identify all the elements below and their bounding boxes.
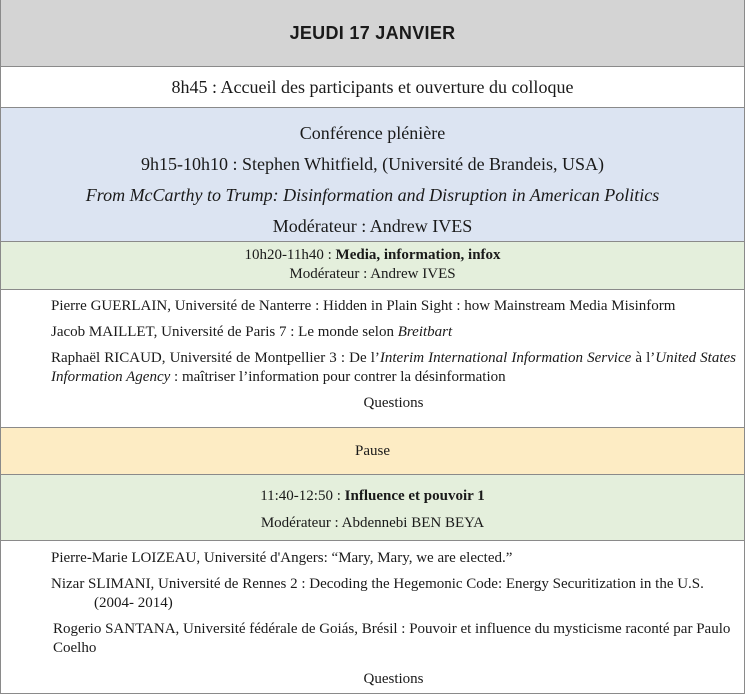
plenary-section <box>1 107 744 241</box>
talk-italic: Interim International Information Service <box>379 350 632 366</box>
session2-heading <box>1 483 744 510</box>
welcome-text: 8h45 : Accueil des participants et ouverture du colloque <box>171 76 574 97</box>
plenary-speaker: 9h15-10h10 : Stephen Whitfield, (Université de Brandeis, USA) <box>140 154 605 174</box>
plenary-talk-title <box>1 180 744 211</box>
session1-talks <box>1 289 744 427</box>
talk-item: Rogerio SANTANA, Université fédérale de Goiás, Brésil : Pouvoir et influence du mysticisme raconté par Paulo Coelho <box>53 621 731 656</box>
talk-italic: Breitbart <box>397 324 453 340</box>
session1-header <box>1 241 744 289</box>
session1-moderator: Modérateur : Andrew IVES <box>289 266 456 282</box>
session1-heading <box>1 246 744 265</box>
day-title: JEUDI 17 JANVIER <box>289 22 456 43</box>
talk-italic: United States Information Agency <box>51 350 737 385</box>
talk-text: à l’ <box>631 350 656 366</box>
talk-item <box>51 323 736 342</box>
plenary-title: Conférence plénière <box>299 123 446 143</box>
session1-time: 10h20-11h40 : <box>244 247 336 263</box>
session2-header <box>1 474 744 540</box>
talk-item: Nizar SLIMANI, Université de Rennes 2 : Decoding the Hegemonic Code: Energy Securitization in the U.S. (2004- 2014) <box>51 576 704 611</box>
session1-title: Media, information, infox <box>335 247 501 263</box>
session1-questions: Questions <box>363 395 424 411</box>
talk-item: Pierre GUERLAIN, Université de Nanterre : Hidden in Plain Sight : how Mainstream Media Misinform <box>51 298 676 314</box>
pause-row <box>1 427 744 474</box>
talk-item <box>51 349 736 387</box>
day-header <box>1 0 744 66</box>
pause-text: Pause <box>355 442 390 459</box>
session2-title: Influence et pouvoir 1 <box>344 488 485 504</box>
talk-text: Jacob MAILLET, Université de Paris 7 : Le monde selon <box>51 324 398 340</box>
talk-text: Raphaël RICAUD, Université de Montpellier 3 : De l’ <box>51 350 380 366</box>
session2-questions: Questions <box>363 671 424 687</box>
session2-moderator: Modérateur : Abdennebi BEN BEYA <box>260 515 485 531</box>
plenary-talk-title-text: From McCarthy to Trump: Disinformation and Disruption in American Politics <box>85 185 660 205</box>
welcome-row <box>1 66 744 107</box>
plenary-moderator: Modérateur : Andrew IVES <box>272 216 473 236</box>
talk-item: Pierre-Marie LOIZEAU, Université d'Angers: “Mary, Mary, we are elected.” <box>51 550 513 566</box>
talk-text: : maîtriser l’information pour contrer la désinformation <box>170 369 506 385</box>
session2-time: 11:40-12:50 : <box>260 488 345 504</box>
session2-talks <box>1 540 744 694</box>
